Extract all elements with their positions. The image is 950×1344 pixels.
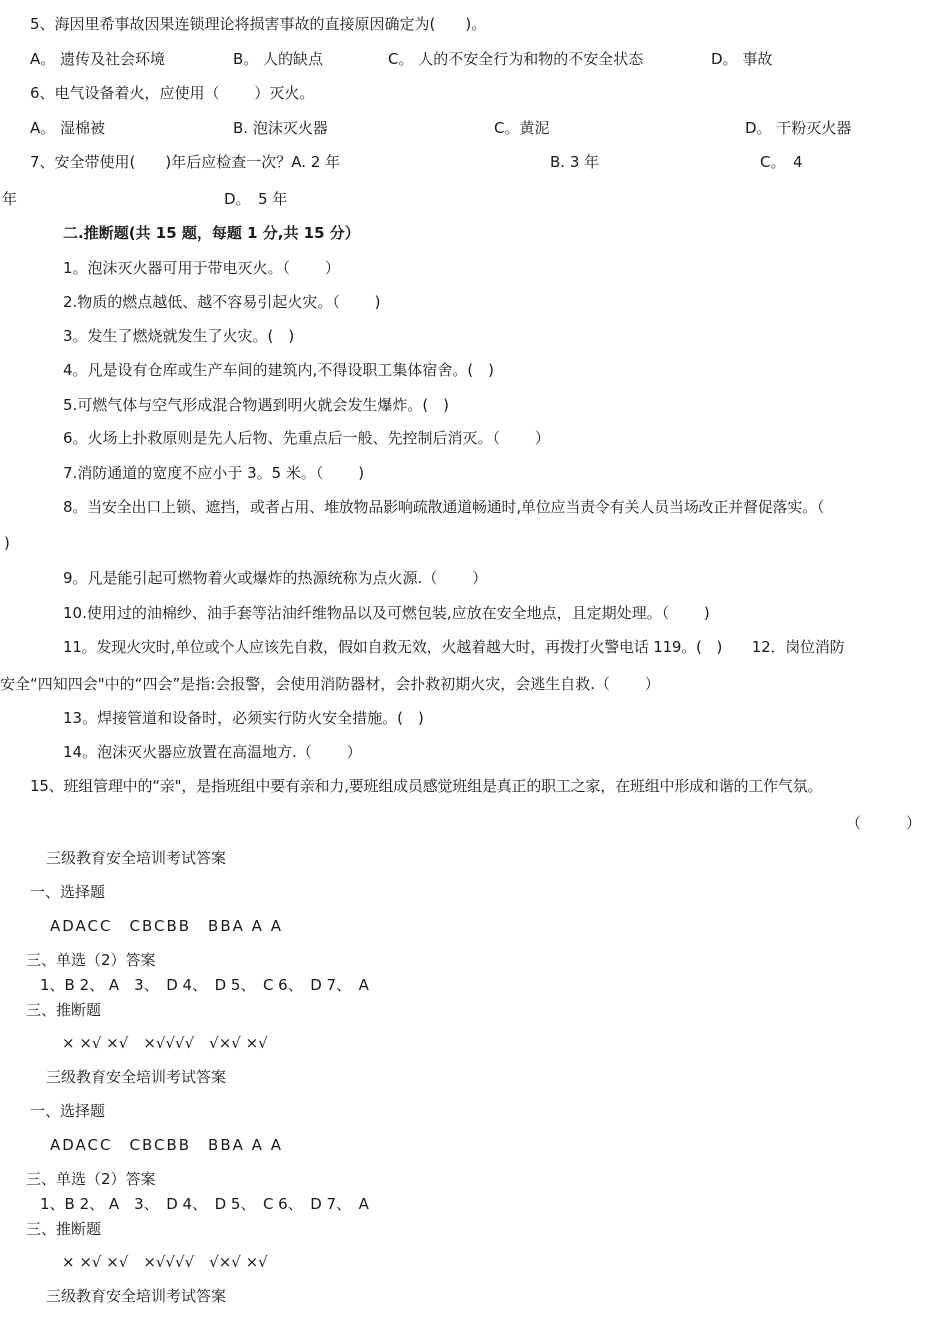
answers-title: 三级教育安全培训考试答案 bbox=[46, 1068, 227, 1086]
judgement-item-continued: 安全“四知四会"中的“四会”是指:会报警，会使用消防器材，会扑救初期火灾，会逃生自救.（ ） bbox=[0, 675, 660, 693]
judgement-item: 4。凡是设有仓库或生产车间的建筑内,不得设职工集体宿舍。( ) bbox=[63, 361, 495, 379]
q6-stem: 6、电气设备着火，应使用（ ）灭火。 bbox=[30, 84, 315, 102]
judgement-item: 10.使用过的油棉纱、油手套等沾油纤维物品以及可燃包装,应放在安全地点，且定期处理。（ ) bbox=[63, 604, 710, 622]
answers-section-heading: 一、选择题 bbox=[30, 883, 106, 901]
judgement-item: 11。发现火灾时,单位或个人应该先自救，假如自救无效，火越着越大时，再拨打火警电话 119。( ) 12．岗位消防 bbox=[63, 638, 845, 656]
judgement-item: 6。火场上扑救原则是先人后物、先重点后一般、先控制后消灭。（ ） bbox=[63, 429, 550, 447]
answers-section-heading: 三、单选（2）答案 bbox=[26, 951, 156, 969]
answers-single-line: 1、B 2、 A 3、 D 4、 D 5、 C 6、 D 7、 A bbox=[40, 976, 369, 994]
answers-section-heading: 一、选择题 bbox=[30, 1102, 106, 1120]
judgement-item-continued: （ ） bbox=[846, 814, 922, 832]
answers-section-heading: 三、单选（2）答案 bbox=[26, 1170, 156, 1188]
answers-title: 三级教育安全培训考试答案 bbox=[46, 849, 227, 867]
answers-single-line: 1、B 2、 A 3、 D 4、 D 5、 C 6、 D 7、 A bbox=[40, 1195, 369, 1213]
answers-section-heading: 三、推断题 bbox=[26, 1001, 102, 1019]
q5-option-a: A。 遗传及社会环境 bbox=[30, 50, 166, 68]
judgement-item: 9。凡是能引起可燃物着火或爆炸的热源统称为点火源.（ ） bbox=[63, 569, 488, 587]
judgement-item: 2.物质的燃点越低、越不容易引起火灾。（ ) bbox=[63, 293, 381, 311]
answers-choice-line: ADACC CBCBB BBA A A bbox=[50, 917, 283, 935]
q5-option-b: B。 人的缺点 bbox=[233, 50, 324, 68]
judgement-item: 15、班组管理中的“亲"，是指班组中要有亲和力,要班组成员感觉班组是真正的职工之家，在班组中形成和谐的工作气氛。 bbox=[30, 777, 823, 795]
judgement-item: 13。焊接管道和设备时，必须实行防火安全措施。( ) bbox=[63, 709, 424, 727]
q6-option-a: A。 湿棉被 bbox=[30, 119, 106, 137]
judgement-item: 8。当安全出口上锁、遮挡，或者占用、堆放物品影响疏散通道畅通时,单位应当责令有关人员当场改正并督促落实。（ bbox=[63, 498, 825, 516]
q7-option-b: B. 3 年 bbox=[550, 153, 600, 171]
q5-stem: 5、海因里希事故因果连锁理论将损害事故的直接原因确定为( )。 bbox=[30, 15, 487, 33]
q5-option-c: C。 人的不安全行为和物的不安全状态 bbox=[388, 50, 644, 68]
answers-choice-line: ADACC CBCBB BBA A A bbox=[50, 1136, 283, 1154]
judgement-item: 14。泡沫灭火器应放置在高温地方.（ ） bbox=[63, 743, 362, 761]
answers-title: 三级教育安全培训考试答案 bbox=[46, 1287, 227, 1305]
q6-option-c: C。黄泥 bbox=[494, 119, 550, 137]
judgement-heading: 二.推断题(共 15 题，每题 1 分,共 15 分） bbox=[63, 224, 360, 242]
answers-judgement-line: × ×√ ×√ ×√√√√ √×√ ×√ bbox=[62, 1034, 268, 1052]
q7-option-c-continued: 年 bbox=[2, 190, 18, 208]
judgement-item: 1。泡沫灭火器可用于带电灭火。（ ） bbox=[63, 259, 340, 277]
judgement-item: 3。发生了燃烧就发生了火灾。( ) bbox=[63, 327, 295, 345]
q7-stem: 7、安全带使用( )年后应检查一次？A. 2 年 bbox=[30, 153, 341, 171]
judgement-item: 7.消防通道的宽度不应小于 3。5 米。（ ) bbox=[63, 464, 365, 482]
q7-option-c: C。 4 bbox=[760, 153, 803, 171]
q6-option-d: D。 干粉灭火器 bbox=[745, 119, 852, 137]
answers-section-heading: 三、推断题 bbox=[26, 1220, 102, 1238]
answers-judgement-line: × ×√ ×√ ×√√√√ √×√ ×√ bbox=[62, 1253, 268, 1271]
q5-option-d: D。 事故 bbox=[711, 50, 773, 68]
q7-option-d: D。 5 年 bbox=[224, 190, 288, 208]
judgement-item-continued: ) bbox=[4, 534, 10, 552]
judgement-item: 5.可燃气体与空气形成混合物遇到明火就会发生爆炸。( ) bbox=[63, 396, 450, 414]
q6-option-b: B. 泡沫灭火器 bbox=[233, 119, 328, 137]
